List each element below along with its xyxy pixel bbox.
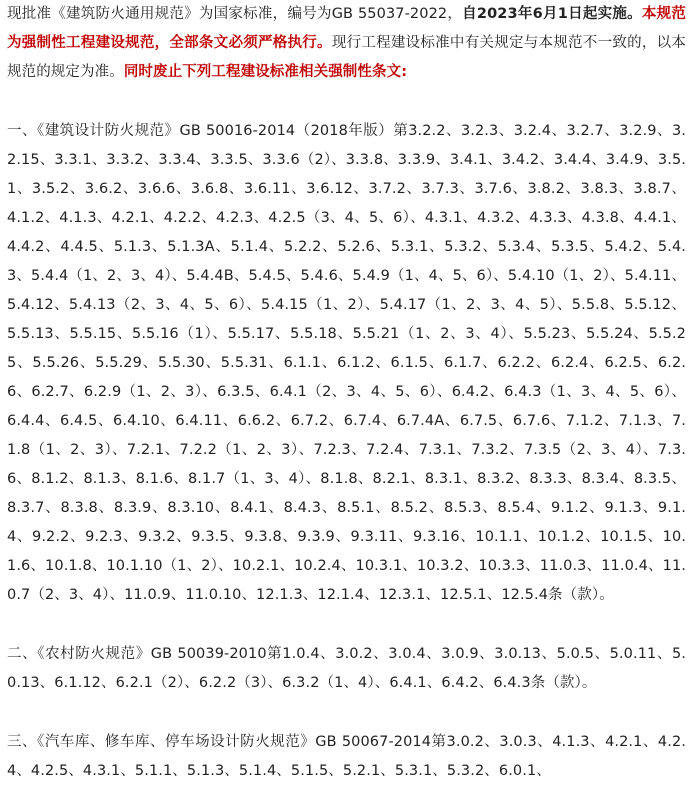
paragraph-gap <box>7 610 686 640</box>
intro-paragraph <box>7 0 686 87</box>
paragraph-gap <box>7 698 686 728</box>
intro-effective-date: 自2023年6月1日起实施。 <box>462 6 642 22</box>
intro-repeal-notice: 同时废止下列工程建设标准相关强制性条文: <box>123 64 408 80</box>
repealed-standard-2: 二、《农村防火规范》GB 50039-2010第1.0.4、3.0.2、3.0.4、3.0.9、3.0.13、5.0.5、5.0.11、5.0.13、6.1.12、6.2.1（2）、6.2.2（3）、6.3.2（1、4）、6.4.1、6.4.2、6.4.3条（款）。 <box>7 646 686 691</box>
repealed-standard-3: 三、《汽车库、修车库、停车场设计防火规范》GB 50067-2014第3.0.2、3.0.3、4.1.3、4.2.1、4.2.4、4.2.5、4.3.1、5.1.1、5.1.3、5.1.4、5.1.5、5.2.1、5.3.1、5.3.2、6.0.1、 <box>7 734 686 779</box>
repealed-standard-1: 一、《建筑设计防火规范》GB 50016-2014（2018年版）第3.2.2、3.2.3、3.2.4、3.2.7、3.2.9、3.2.15、3.3.1、3.3.2、3.3.4、3.3.5、3.3.6（2）、3.3.8、3.3.9、3.4.1、3.4.2、3.4.4、3.4.9、3.5.1、3.5.2、3.6.2、3.6.6、3.6.8、3.6.11、3.6.12、3.7.2、3.7.3、3.7.6、3.8.2、3.8.3、3.8.7、4.1.2、4.1.3、4.2.1、4.2.2、4.2.3、4.2.5（3、4、5、6）、4.3.1、4.3.2、4.3.3、4.3.8、4.4.1、4.4.2、4.4.5、5.1.3、5.1.3A、5.1.4、5.2.2、5.2.6、5.3.1、5.3.2、5.3.4、5.3.5、5.4.2、5.4.3、5.4.4（1、2、3、4）、5.4.4B、5.4.5、5.4.6、5.4.9（1、4、5、6）、5.4.10（1、2）、5.4.11、5.4.12、5.4.13（2、3、4、5、6）、5.4.15（1、2）、5.4.17（1、2、3、4、5）、5.5.8、5.5.12、5.5.13、5.5.15、5.5.16（1）、5.5.17、5.5.18、5.5.21（1、2、3、4）、5.5.23、5.5.24、5.5.25、5.5.26、5.5.29、5.5.30、5.5.31、6.1.1、6.1.2、6.1.5、6.1.7、6.2.2、6.2.4、6.2.5、6.2.6、6.2.7、6.2.9（1、2、3）、6.3.5、6.4.1（2、3、4、5、6）、6.4.2、6.4.3（1、3、4、5、6）、6.4.4、6.4.5、6.4.10、6.4.11、6.6.2、6.7.2、6.7.4、6.7.4A、6.7.5、6.7.6、7.1.2、7.1.3、7.1.8（1、2、3）、7.2.1、7.2.2（1、2、3）、7.2.3、7.2.4、7.3.1、7.3.2、7.3.5（2、3、4）、7.3.6、8.1.2、8.1.3、8.1.6、8.1.7（1、3、4）、8.1.8、8.2.1、8.3.1、8.3.2、8.3.3、8.3.4、8.3.5、8.3.7、8.3.8、8.3.9、8.3.10、8.4.1、8.4.3、8.5.1、8.5.2、8.5.3、8.5.4、9.1.2、9.1.3、9.1.4、9.2.2、9.2.3、9.3.2、9.3.5、9.3.8、9.3.9、9.3.11、9.3.16、10.1.1、10.1.2、10.1.5、10.1.6、10.1.8、10.1.10（1、2）、10.2.1、10.2.4、10.3.1、10.3.2、10.3.3、11.0.3、11.0.4、11.0.7（2、3、4）、11.0.9、11.0.10、12.1.3、12.1.4、12.3.1、12.5.1、12.5.4条（款）。 <box>7 123 686 603</box>
intro-mandatory-notice: 本规范为强制性工程建设规范，全部条文必须严格执行。 <box>7 6 686 51</box>
intro-precedence-text: 现行工程建设标准中有关规定与本规范不一致的，以本规范的规定为准。 <box>7 35 686 80</box>
paragraph-gap <box>7 87 686 117</box>
intro-approval-text: 现批准《建筑防火通用规范》为国家标准，编号为GB 55037-2022， <box>7 6 463 22</box>
